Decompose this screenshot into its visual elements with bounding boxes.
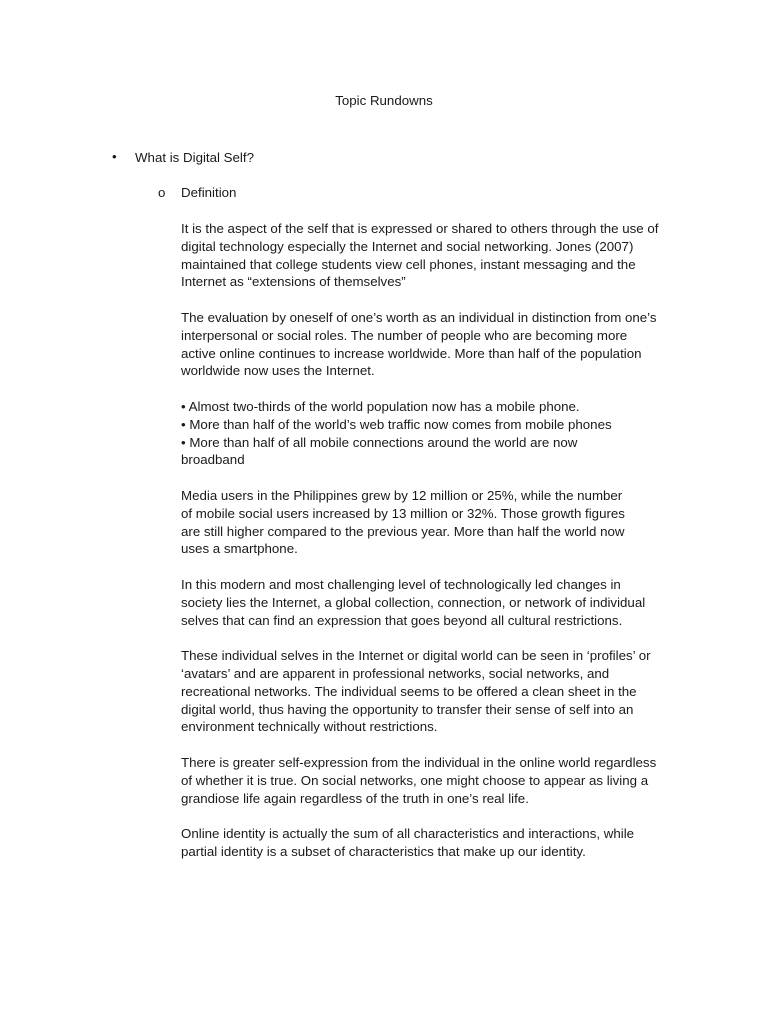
paragraph: It is the aspect of the self that is expressed or shared to others through the use of digital technology especially the Internet and social networking. Jones (2007) maintained that college students view cell phones, instant messaging and the Internet as “extensions of themselves” <box>181 221 659 290</box>
paragraph: These individual selves in the Internet or digital world can be seen in ‘profiles’ or ‘avatars’ and are apparent in professional networks, social networks, and recreational networks. The individual seems to be offered a clean sheet in the digital world, thus having the opportunity to transfer their sense of self into an environment technically without restrictions. <box>181 648 651 735</box>
sub-bullet-icon: o <box>158 185 166 200</box>
section-heading: What is Digital Self? <box>135 150 254 165</box>
definition-body <box>181 220 701 878</box>
paragraph: There is greater self-expression from the individual in the online world regardless of whether it is true. On social networks, one might choose to appear as living a grandiose life again regardless of the truth in one’s real life. <box>181 754 657 806</box>
subsection-heading: Definition <box>181 185 237 200</box>
paragraph: Online identity is actually the sum of all characteristics and interactions, while partial identity is a subset of characteristics that make up our identity. <box>181 826 635 859</box>
paragraph: The evaluation by oneself of one’s worth as an individual in distinction from one’s interpersonal or social roles. The number of people who are becoming more active online continues to increase worldwide. More than half of the population worldwide now uses the Internet. <box>181 309 657 379</box>
document-title: Topic Rundowns <box>335 93 433 108</box>
bullet-icon: • <box>112 149 117 164</box>
paragraph: • Almost two-thirds of the world population now has a mobile phone. • More than half of the world’s web traffic now comes from mobile phones • More than half of all mobile connections around the world are now broadband <box>181 398 612 468</box>
paragraph: In this modern and most challenging level of technologically led changes in society lies the Internet, a global collection, connection, or network of individual selves that can find an expression that goes beyond all cultural restrictions. <box>181 576 646 628</box>
paragraph: Media users in the Philippines grew by 12 million or 25%, while the number of mobile social users increased by 13 million or 32%. Those growth figures are still higher compared to the previous year. More than half the world now uses a smartphone. <box>181 487 625 557</box>
